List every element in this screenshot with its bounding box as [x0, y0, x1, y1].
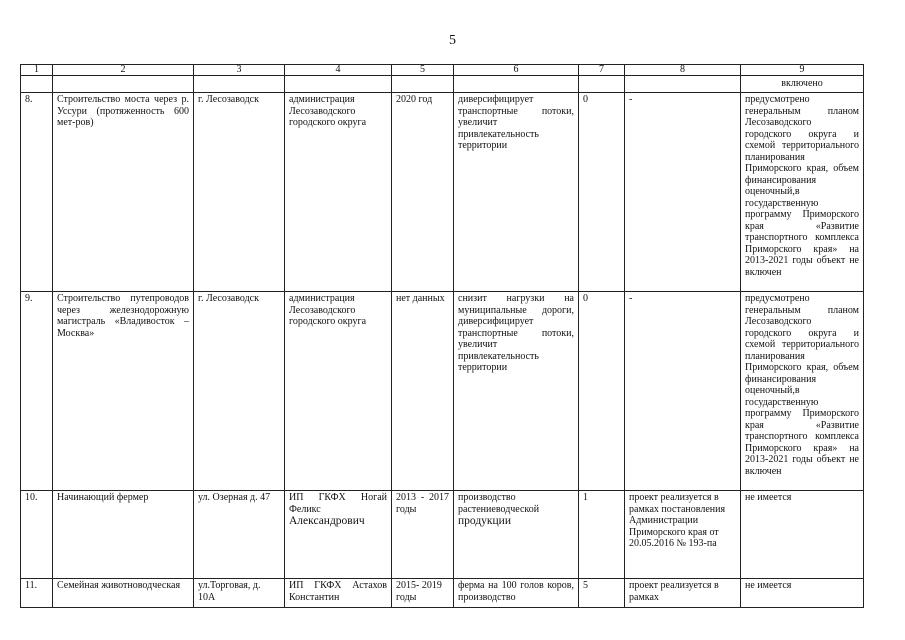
table-cell: [625, 76, 741, 93]
project-initiator: администрация Лесозаводского городского округа: [285, 93, 392, 292]
project-location: г. Лесозаводск: [194, 93, 285, 292]
project-effect: [454, 491, 579, 579]
project-note: предусмотрено генеральным планом Лесозаводского городского округа и схемой территориального планирования Приморского края, объем финансирования оценочный,в государственную программу Приморского края «Развитие транспортного комплекса Приморского края» на 2013-2021 годы объект не включен: [741, 292, 864, 491]
page-number: 5: [449, 33, 456, 48]
effect-line: продукции: [458, 515, 511, 527]
header-cell: 3: [194, 65, 285, 76]
project-initiator: [285, 491, 392, 579]
table-cell: [285, 76, 392, 93]
effect-line: производство растениеводческой: [458, 492, 540, 515]
project-initiator: администрация Лесозаводского городского округа: [285, 292, 392, 491]
project-status: проект реализуется в рамках: [625, 579, 741, 608]
project-status: -: [625, 93, 741, 292]
project-initiator: ИП ГКФХ Астахов Константин: [285, 579, 392, 608]
project-period: 2013 - 2017 годы: [392, 491, 454, 579]
table-row: [21, 491, 864, 579]
project-period: 2020 год: [392, 93, 454, 292]
project-name: Начинающий фермер: [53, 491, 194, 579]
table-row: [21, 93, 864, 292]
table-row: [21, 579, 864, 608]
project-jobs: 5: [579, 579, 625, 608]
project-status: -: [625, 292, 741, 491]
project-name: Семейная животноводческая: [53, 579, 194, 608]
header-cell: 2: [53, 65, 194, 76]
header-cell: 9: [741, 65, 864, 76]
header-cell: 7: [579, 65, 625, 76]
row-number: 10.: [21, 491, 53, 579]
header-cell: 8: [625, 65, 741, 76]
project-name: Строительство моста через р. Уссури (протяженность 600 мет-ров): [53, 93, 194, 292]
project-note: не имеется: [741, 579, 864, 608]
header-cell: 4: [285, 65, 392, 76]
table-cell: [579, 76, 625, 93]
project-location: ул. Озерная д. 47: [194, 491, 285, 579]
header-cell: 5: [392, 65, 454, 76]
project-jobs: 0: [579, 93, 625, 292]
project-jobs: 1: [579, 491, 625, 579]
project-location: ул.Торговая, д. 10А: [194, 579, 285, 608]
project-jobs: 0: [579, 292, 625, 491]
project-effect: диверсифицирует транспортные потоки, увеличит привлекательность территории: [454, 93, 579, 292]
project-period: нет данных: [392, 292, 454, 491]
table-cell: [392, 76, 454, 93]
project-location: г. Лесозаводск: [194, 292, 285, 491]
project-note: предусмотрено генеральным планом Лесозаводского городского округа и схемой территориального планирования Приморского края, объем финансирования оценочный,в государственную программу Приморского края «Развитие транспортного комплекса Приморского края» на 2013-2021 годы объект не включен: [741, 93, 864, 292]
table-cell: [21, 76, 53, 93]
initiator-line: ИП ГКФХ Ногай Феликс: [289, 492, 387, 515]
table-cell: [53, 76, 194, 93]
row-number: 11.: [21, 579, 53, 608]
table-cell: [194, 76, 285, 93]
initiator-line: Александрович: [289, 515, 365, 527]
continued-note: включено: [741, 76, 864, 93]
project-period: 2015- 2019 годы: [392, 579, 454, 608]
table-cell: [454, 76, 579, 93]
project-note: не имеется: [741, 491, 864, 579]
project-name: Строительство путепроводов через железнодорожную магистраль «Владивосток – Москва»: [53, 292, 194, 491]
project-effect: ферма на 100 голов коров, производство: [454, 579, 579, 608]
table-row: [21, 292, 864, 491]
project-effect: снизит нагрузки на муниципальные дороги, диверсифицирует транспортные потоки, увеличит привлекательность территории: [454, 292, 579, 491]
row-number: 8.: [21, 93, 53, 292]
continued-row: [21, 76, 864, 93]
header-row: [21, 65, 864, 76]
header-cell: 6: [454, 65, 579, 76]
projects-table: [20, 64, 864, 608]
row-number: 9.: [21, 292, 53, 491]
header-cell: 1: [21, 65, 53, 76]
project-status: проект реализуется в рамках постановления Администрации Приморского края от 20.05.2016 № 193-па: [625, 491, 741, 579]
